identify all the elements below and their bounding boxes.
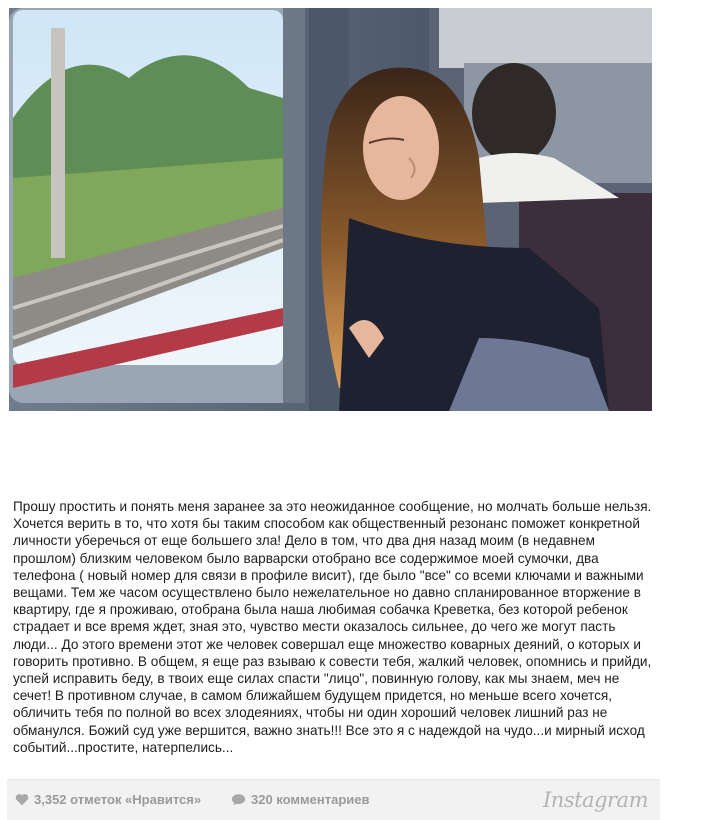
post-caption: Прошу простить и понять меня заранее за это неожиданное сообщение, но молчать больше нельзя. Хочется верить в то, что хотя бы таким способом как общественный резонанс поможет конкретной личности уберечься от еще большего зла! Дело в том, что два дня назад моим (в недавнем прошлом) близким человеком было варварски отобрано все содержимое моей сумочки, два телефона ( новый номер для связи в профиле висит), где было "все" со всеми ключами и важными вещами. Тем же часом осуществлено было нежелательное но давно спланированное вторжение в квартиру, где я проживаю, отобрана была наша любимая собачка Креветка, без которой ребенок страдает и все время ждет, зная это, чувство мести оказалось сильнее, до чего же могут пасть люди... До этого времени этот же человек совершал еще множество коварных деяний, о которых и говорить противно. В общем, я еще раз взываю к совести тебя, жалкий человек, опомнись и прийди, успей исправить беду, в твоих еще силах спасти "лицо", повинную голову, как мы знаем, меч не сечет! В противном случае, в самом ближайшем будущем придется, но меньше всего хочется, обличить тебя по полной во всех злодеяниях, чтобы ни один хороший человек лишний раз не обманулся. Божий суд уже вершится, важно знать!!! Все это я с надеждой на чудо...и мирный исход событий...простите, натерпелись...: [13, 499, 656, 755]
instagram-logo[interactable]: Instagram: [543, 788, 648, 812]
comments-count: 320 комментариев: [251, 792, 370, 807]
comments-counter[interactable]: [231, 792, 369, 807]
likes-count: 3,352 отметок «Нравится»: [34, 792, 202, 807]
post-footer: [7, 779, 660, 820]
photo-illustration: [9, 8, 652, 411]
post-photo[interactable]: [9, 8, 652, 411]
speech-bubble-icon: [231, 793, 246, 806]
likes-counter[interactable]: [15, 792, 201, 807]
heart-icon: [15, 793, 29, 806]
